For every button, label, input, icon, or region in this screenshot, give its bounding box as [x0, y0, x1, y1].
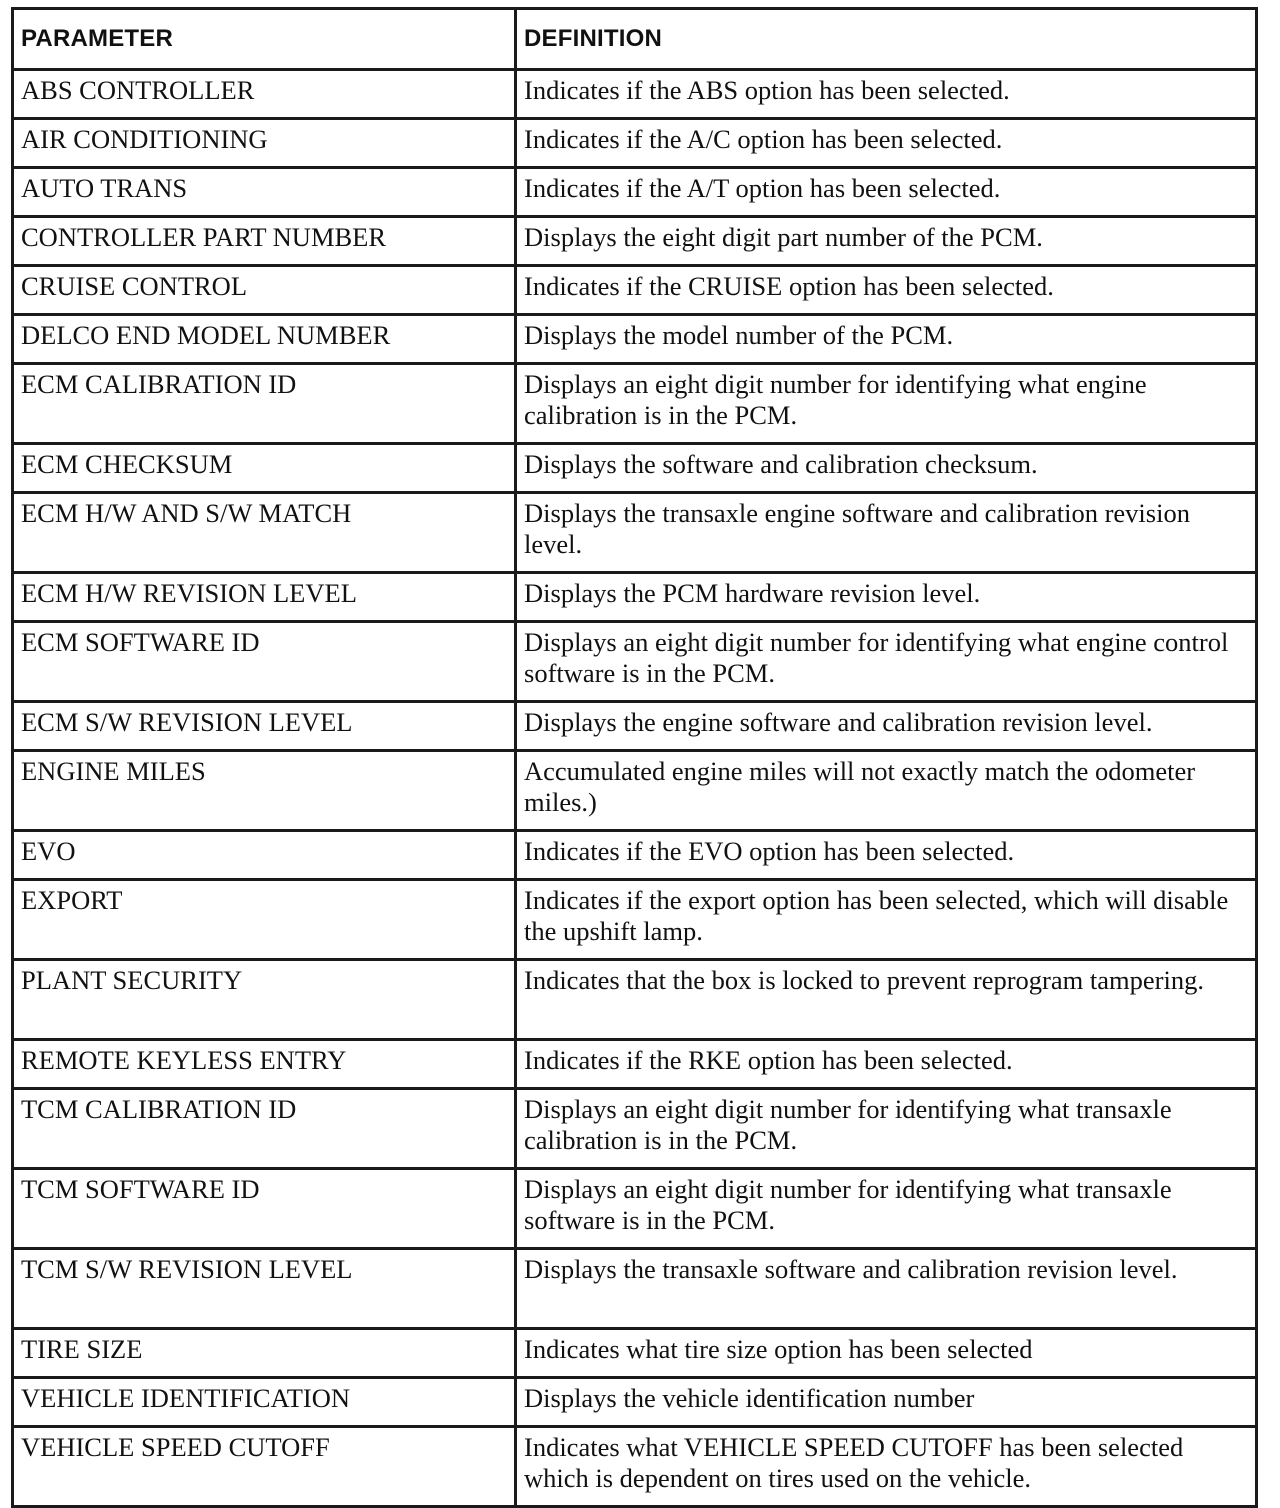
- parameter-cell: DELCO END MODEL NUMBER: [13, 315, 516, 364]
- definition-cell: Indicates if the EVO option has been selected.: [516, 831, 1257, 880]
- parameter-definition-document: [11, 7, 1255, 1508]
- parameter-table: [11, 7, 1258, 1508]
- definition-cell: Indicates what VEHICLE SPEED CUTOFF has been selected which is dependent on tires used on the vehicle.: [516, 1427, 1257, 1507]
- parameter-cell: TCM S/W REVISION LEVEL: [13, 1249, 516, 1329]
- table-row: [13, 1329, 1257, 1378]
- parameter-cell: VEHICLE IDENTIFICATION: [13, 1378, 516, 1427]
- table-row: [13, 880, 1257, 960]
- parameter-cell: EVO: [13, 831, 516, 880]
- table-row: [13, 960, 1257, 1040]
- definition-cell: Displays the eight digit part number of the PCM.: [516, 217, 1257, 266]
- definition-cell: Indicates if the A/C option has been selected.: [516, 119, 1257, 168]
- table-row: [13, 1169, 1257, 1249]
- table-row: [13, 70, 1257, 119]
- table-row: [13, 573, 1257, 622]
- parameter-cell: ECM H/W AND S/W MATCH: [13, 493, 516, 573]
- parameter-column-header: PARAMETER: [13, 9, 516, 70]
- parameter-cell: ECM SOFTWARE ID: [13, 622, 516, 702]
- table-row: [13, 493, 1257, 573]
- definition-cell: Displays an eight digit number for identifying what transaxle calibration is in the PCM.: [516, 1089, 1257, 1169]
- parameter-cell: TCM SOFTWARE ID: [13, 1169, 516, 1249]
- definition-cell: Displays the model number of the PCM.: [516, 315, 1257, 364]
- definition-cell: Displays the transaxle software and calibration revision level.: [516, 1249, 1257, 1329]
- definition-cell: Displays the transaxle engine software and calibration revision level.: [516, 493, 1257, 573]
- table-row: [13, 1249, 1257, 1329]
- parameter-cell: EXPORT: [13, 880, 516, 960]
- table-row: [13, 622, 1257, 702]
- parameter-cell: REMOTE KEYLESS ENTRY: [13, 1040, 516, 1089]
- parameter-cell: ENGINE MILES: [13, 751, 516, 831]
- definition-cell: Displays an eight digit number for identifying what engine control software is in the PCM.: [516, 622, 1257, 702]
- definition-cell: Indicates that the box is locked to prevent reprogram tampering.: [516, 960, 1257, 1040]
- definition-cell: Indicates what tire size option has been selected: [516, 1329, 1257, 1378]
- parameter-cell: AUTO TRANS: [13, 168, 516, 217]
- definition-cell: Accumulated engine miles will not exactly match the odometer miles.): [516, 751, 1257, 831]
- definition-cell: Displays the software and calibration checksum.: [516, 444, 1257, 493]
- parameter-cell: TIRE SIZE: [13, 1329, 516, 1378]
- definition-cell: Displays an eight digit number for identifying what engine calibration is in the PCM.: [516, 364, 1257, 444]
- parameter-cell: VEHICLE SPEED CUTOFF: [13, 1427, 516, 1507]
- definition-cell: Displays an eight digit number for identifying what transaxle software is in the PCM.: [516, 1169, 1257, 1249]
- parameter-cell: TCM CALIBRATION ID: [13, 1089, 516, 1169]
- definition-cell: Indicates if the RKE option has been selected.: [516, 1040, 1257, 1089]
- parameter-cell: ECM S/W REVISION LEVEL: [13, 702, 516, 751]
- definition-cell: Displays the vehicle identification number: [516, 1378, 1257, 1427]
- definition-cell: Indicates if the ABS option has been selected.: [516, 70, 1257, 119]
- table-row: [13, 831, 1257, 880]
- table-header-row: [13, 9, 1257, 70]
- parameter-cell: ABS CONTROLLER: [13, 70, 516, 119]
- definition-cell: Displays the engine software and calibration revision level.: [516, 702, 1257, 751]
- table-row: [13, 1089, 1257, 1169]
- table-row: [13, 364, 1257, 444]
- parameter-cell: CONTROLLER PART NUMBER: [13, 217, 516, 266]
- definition-cell: Indicates if the A/T option has been selected.: [516, 168, 1257, 217]
- parameter-cell: CRUISE CONTROL: [13, 266, 516, 315]
- parameter-cell: PLANT SECURITY: [13, 960, 516, 1040]
- definition-column-header: DEFINITION: [516, 9, 1257, 70]
- table-row: [13, 217, 1257, 266]
- definition-cell: Indicates if the CRUISE option has been selected.: [516, 266, 1257, 315]
- definition-cell: Displays the PCM hardware revision level.: [516, 573, 1257, 622]
- parameter-cell: ECM H/W REVISION LEVEL: [13, 573, 516, 622]
- table-row: [13, 702, 1257, 751]
- table-row: [13, 1427, 1257, 1507]
- table-row: [13, 1378, 1257, 1427]
- table-row: [13, 1040, 1257, 1089]
- parameter-cell: ECM CALIBRATION ID: [13, 364, 516, 444]
- table-row: [13, 444, 1257, 493]
- parameter-cell: ECM CHECKSUM: [13, 444, 516, 493]
- parameter-cell: AIR CONDITIONING: [13, 119, 516, 168]
- definition-cell: Indicates if the export option has been selected, which will disable the upshift lamp.: [516, 880, 1257, 960]
- table-row: [13, 266, 1257, 315]
- table-row: [13, 168, 1257, 217]
- table-row: [13, 315, 1257, 364]
- table-row: [13, 119, 1257, 168]
- table-row: [13, 751, 1257, 831]
